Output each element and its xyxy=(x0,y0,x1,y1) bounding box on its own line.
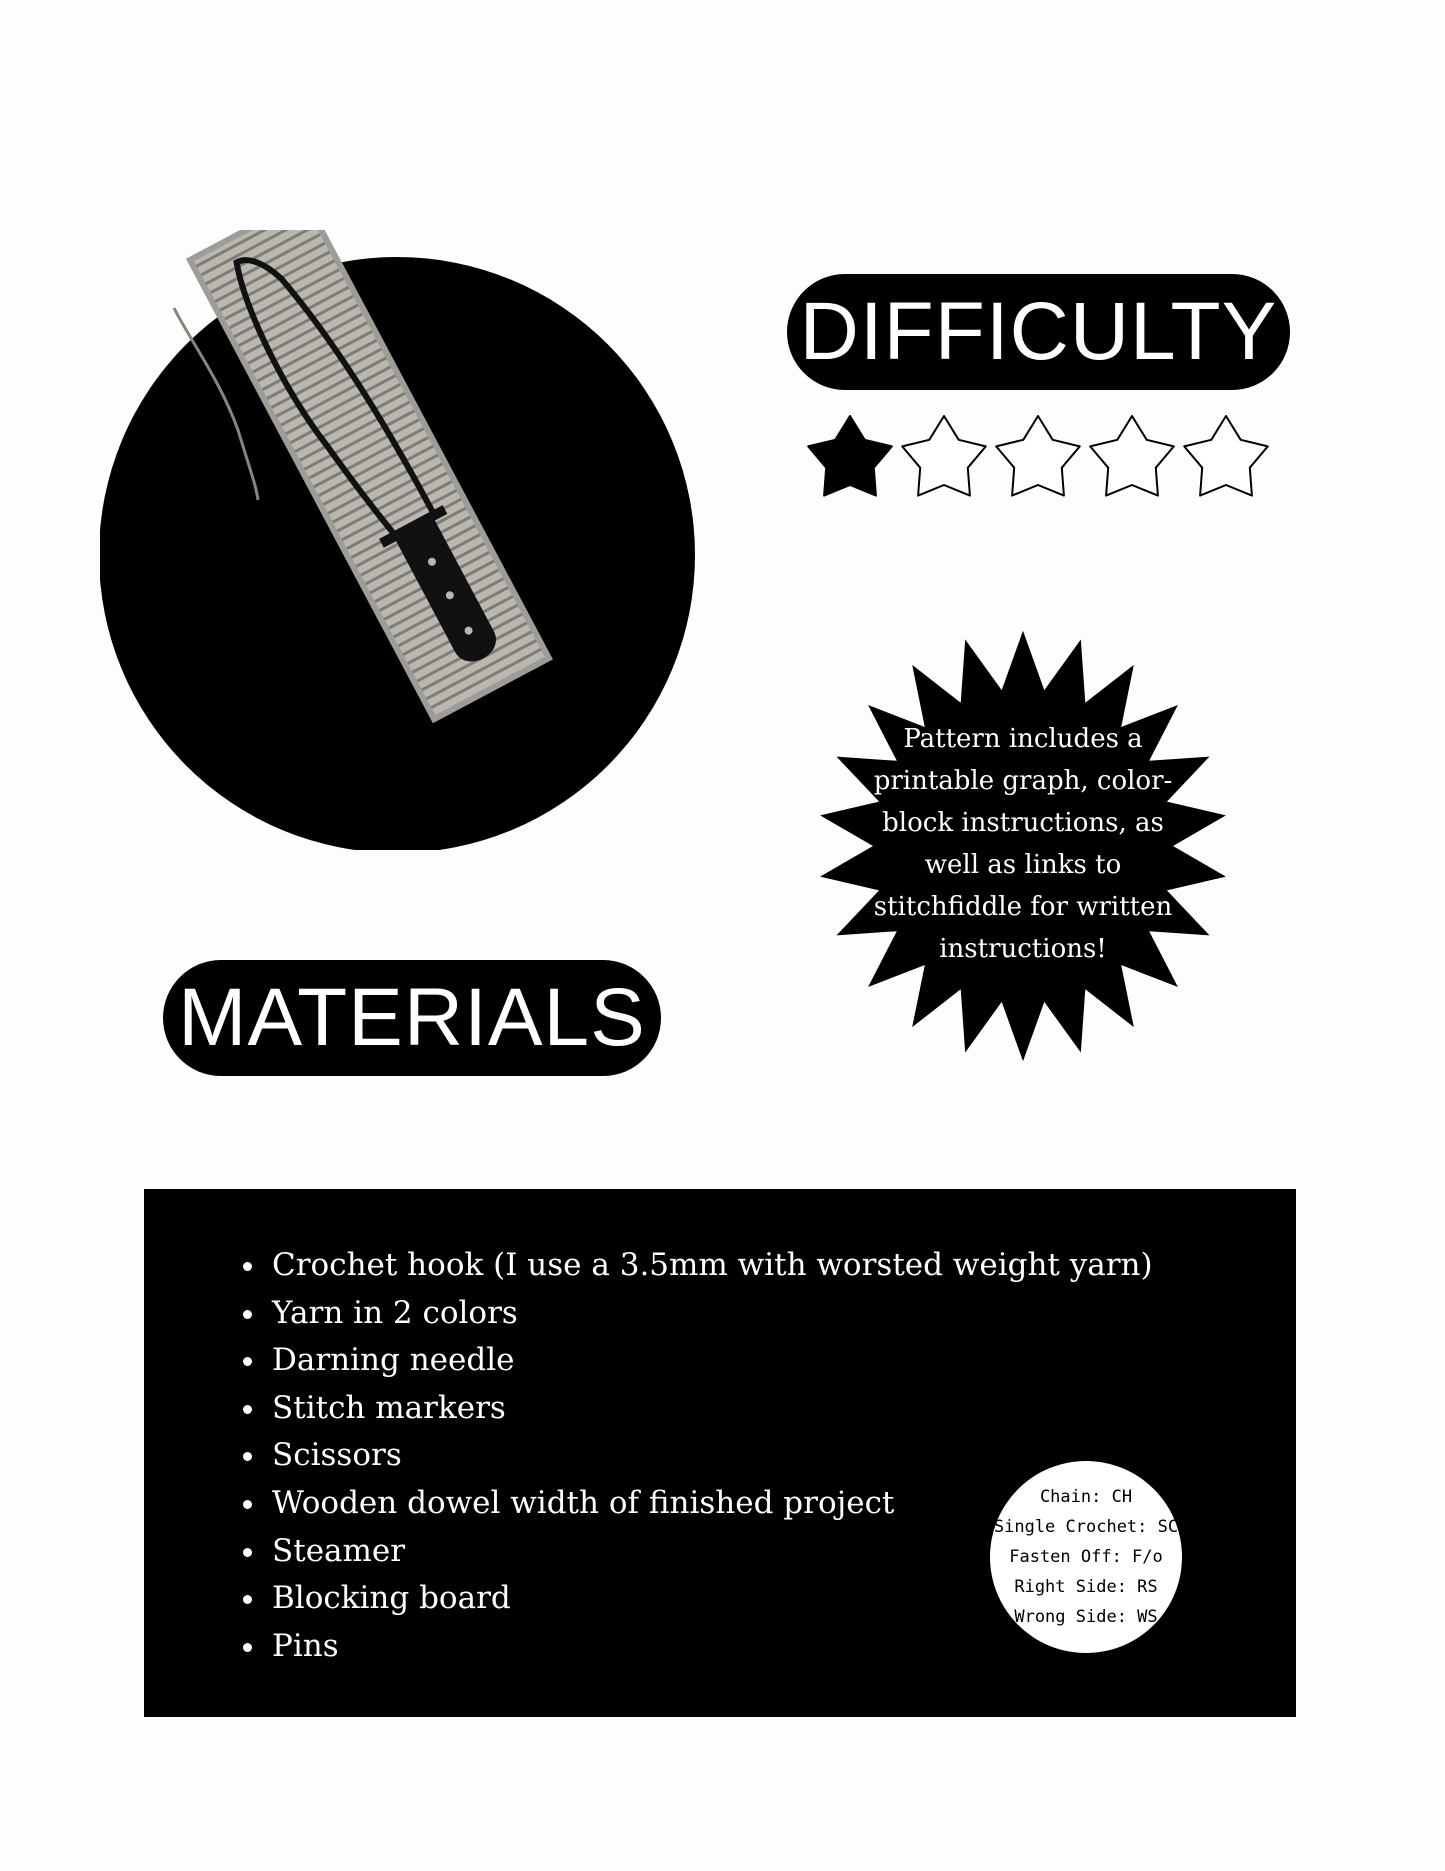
abbreviation-item: Wrong Side: WS xyxy=(1014,1607,1158,1627)
list-item: • Darning needle xyxy=(268,1337,1153,1385)
materials-heading xyxy=(163,960,661,1076)
empty-star-icon xyxy=(1184,416,1268,496)
list-item: • Steamer xyxy=(268,1528,1153,1576)
list-item: • Blocking board xyxy=(268,1575,1153,1623)
callout-text: Pattern includes a printable graph, color-block instructions, as well as links to stitchfiddle for written instructions! xyxy=(873,724,1173,964)
abbreviation-item: Fasten Off: F/o xyxy=(1009,1547,1163,1567)
list-item: • Crochet hook (I use a 3.5mm with worsted weight yarn) xyxy=(268,1242,1153,1290)
difficulty-rating xyxy=(803,412,1281,504)
difficulty-heading-text: DIFFICULTY xyxy=(799,286,1278,377)
filled-star-icon xyxy=(808,416,892,496)
abbreviations-circle xyxy=(990,1461,1182,1653)
list-item: • Yarn in 2 colors xyxy=(268,1290,1153,1338)
list-item: • Stitch markers xyxy=(268,1385,1153,1433)
list-item: • Wooden dowel width of finished project xyxy=(268,1480,1153,1528)
materials-heading-text: MATERIALS xyxy=(178,972,646,1063)
empty-star-icon xyxy=(1090,416,1174,496)
difficulty-heading xyxy=(787,274,1290,390)
list-item: • Pins xyxy=(268,1623,1153,1671)
empty-star-icon xyxy=(996,416,1080,496)
abbreviation-item: Chain: CH xyxy=(1039,1487,1133,1507)
abbreviation-item: Single Crochet: SC xyxy=(993,1517,1179,1537)
empty-star-icon xyxy=(902,416,986,496)
knife-bookmark-photo xyxy=(100,230,740,850)
abbreviation-item: Right Side: RS xyxy=(1014,1577,1158,1597)
list-item: • Scissors xyxy=(268,1432,1153,1480)
